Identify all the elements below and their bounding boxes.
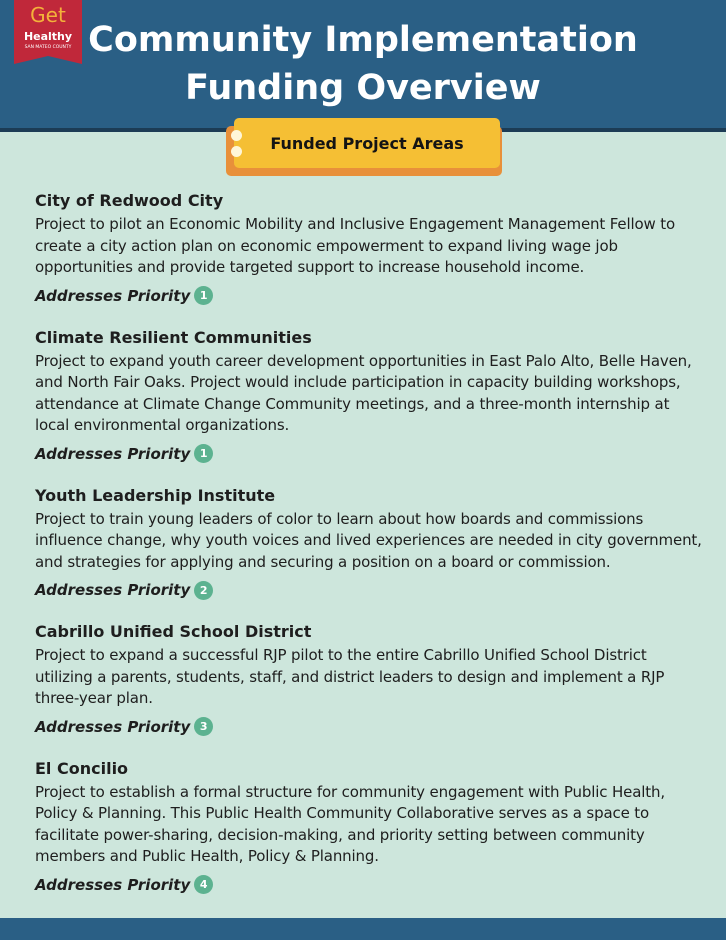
svg-text:SAN MATEO COUNTY: SAN MATEO COUNTY (24, 45, 72, 50)
priority-badge: 2 (194, 581, 213, 600)
project-description: Project to establish a formal structure for community engagement with Public Health, Policy & Planning. This Public Health Community Collaborative serves as a space to facilitate power-sharing, decision-making, and priority setting between community members and Public Health, Policy & Planning. (35, 782, 665, 865)
project-name: Cabrillo Unified School District (35, 622, 312, 641)
page-title (0, 16, 726, 112)
project-description: Project to pilot an Economic Mobility and Inclusive Engagement Management Fellow to create a city action plan on economic empowerment to expand living wage job opportunities and provide targeted support to increase household income. (35, 215, 676, 276)
banner-label: Funded Project Areas (270, 133, 464, 153)
priority-badge: 1 (194, 286, 213, 305)
priority-label: Addresses Priority (35, 444, 191, 463)
binder-hole-icon (231, 130, 242, 141)
footer-bar (0, 918, 726, 940)
priority-label: Addresses Priority (35, 581, 191, 599)
project-description: Project to expand youth career development opportunities in East Palo Alto, Belle Haven, and North Fair Oaks. Project would include participation in capacity building workshops, attendance at Climate Change Community meetings, and a three-month internship at local environmental organizations. (35, 351, 692, 434)
banner-front (234, 118, 500, 168)
project-item (35, 325, 707, 465)
project-name: Climate Resilient Communities (35, 327, 312, 347)
priority-badge: 4 (194, 875, 213, 894)
priority-badge: 1 (194, 444, 213, 463)
priority-row (35, 716, 707, 738)
svg-text:Get: Get (30, 3, 66, 27)
priority-row (35, 874, 707, 896)
project-description: Project to expand a successful RJP pilot to the entire Cabrillo Unified School District utilizing a parents, students, staff, and district leaders to design and implement a RJP three-year plan. (35, 646, 665, 707)
project-item (35, 756, 707, 896)
project-name: Youth Leadership Institute (35, 485, 276, 505)
project-item (35, 483, 707, 602)
priority-label: Addresses Priority (35, 717, 191, 736)
project-list (35, 188, 707, 914)
priority-badge: 3 (194, 717, 213, 736)
project-name: City of Redwood City (35, 191, 224, 210)
project-item (35, 619, 707, 738)
title-line-2: Funding Overview (185, 68, 541, 108)
priority-row (35, 285, 707, 307)
svg-text:Healthy: Healthy (23, 30, 73, 43)
priority-row (35, 443, 707, 465)
priority-label: Addresses Priority (35, 286, 191, 305)
priority-row (35, 579, 707, 601)
project-item (35, 188, 707, 307)
title-line-1: Community Implementation (88, 20, 638, 60)
project-description: Project to train young leaders of color to learn about how boards and commissions influence change, why youth voices and lived experiences are needed in city government, and strategies for applying and securing a position on a board or commission. (35, 509, 702, 571)
project-name: El Concilio (35, 758, 129, 778)
section-banner (226, 118, 502, 176)
binder-hole-icon (231, 146, 242, 157)
priority-label: Addresses Priority (35, 875, 191, 894)
